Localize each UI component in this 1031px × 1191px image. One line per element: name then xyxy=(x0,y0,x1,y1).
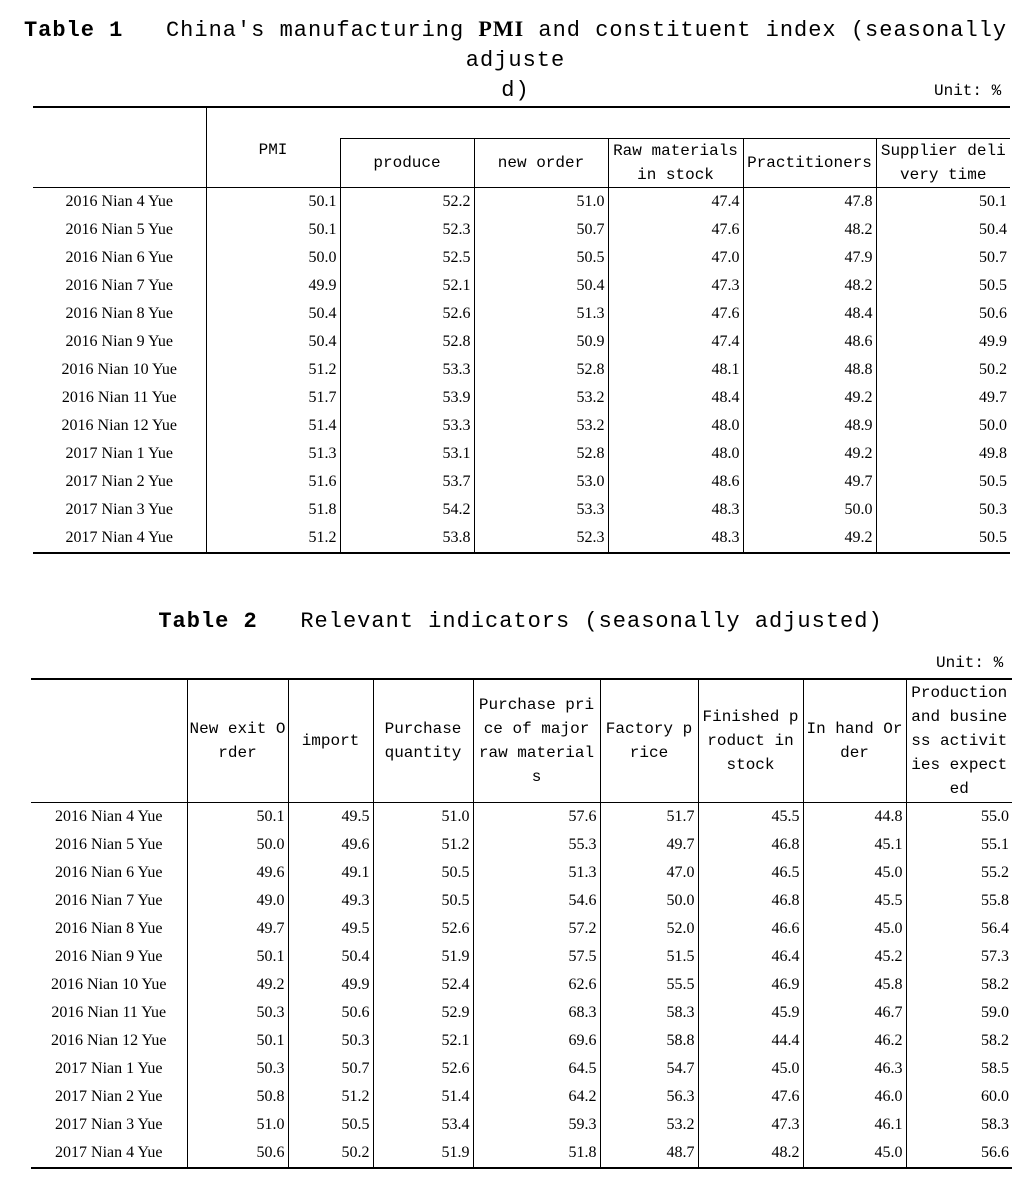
table-cell: 50.1 xyxy=(187,943,288,971)
table-cell: 68.3 xyxy=(473,999,600,1027)
table-cell: 49.7 xyxy=(187,915,288,943)
table-cell: 51.4 xyxy=(206,412,340,440)
table-cell: 46.1 xyxy=(803,1111,906,1139)
table-cell: 48.7 xyxy=(600,1139,698,1168)
table-cell: 48.3 xyxy=(608,524,743,553)
row-label: 2016 Nian 8 Yue xyxy=(55,920,163,937)
table-cell: 50.2 xyxy=(288,1139,373,1168)
table1-title-line2: d) xyxy=(501,78,530,103)
table1-header-produce: produce xyxy=(340,139,474,188)
row-label: 2016 Nian 4 Yue xyxy=(55,808,163,825)
table-row xyxy=(33,272,1010,300)
table2-header-factory-price: Factory price xyxy=(600,679,698,803)
table-cell: 48.2 xyxy=(698,1139,803,1168)
table-cell: 50.5 xyxy=(373,887,473,915)
table-cell: 54.6 xyxy=(473,887,600,915)
table-cell: 49.7 xyxy=(600,831,698,859)
row-label: 2017 Nian 4 Yue xyxy=(65,529,173,546)
table-cell: 51.8 xyxy=(206,496,340,524)
table-cell: 50.4 xyxy=(288,943,373,971)
table-cell: 45.8 xyxy=(803,971,906,999)
table-row xyxy=(31,999,1012,1027)
table-cell: 49.7 xyxy=(743,468,876,496)
row-label: 2016 Nian 11 Yue xyxy=(51,1004,167,1021)
table-cell: 47.6 xyxy=(698,1083,803,1111)
table-cell: 50.5 xyxy=(288,1111,373,1139)
table2-corner xyxy=(31,679,187,803)
table-cell: 48.1 xyxy=(608,356,743,384)
table2-title xyxy=(0,607,1031,637)
row-label: 2016 Nian 12 Yue xyxy=(61,417,177,434)
table-cell: 45.0 xyxy=(698,1055,803,1083)
table-cell: 46.8 xyxy=(698,887,803,915)
table-cell: 54.7 xyxy=(600,1055,698,1083)
table-cell: 52.3 xyxy=(474,524,608,553)
table-cell: 58.5 xyxy=(906,1055,1012,1083)
table-cell: 53.3 xyxy=(340,356,474,384)
table-cell: 51.5 xyxy=(600,943,698,971)
table-cell: 47.8 xyxy=(743,188,876,217)
table-cell: 52.6 xyxy=(373,1055,473,1083)
table-cell: 49.0 xyxy=(187,887,288,915)
table-cell: 51.7 xyxy=(600,803,698,832)
table-row xyxy=(33,440,1010,468)
row-label: 2016 Nian 4 Yue xyxy=(65,193,173,210)
table-row xyxy=(33,468,1010,496)
table1-header-new-order: new order xyxy=(474,139,608,188)
table-cell: 48.6 xyxy=(743,328,876,356)
table-cell: 51.2 xyxy=(288,1083,373,1111)
table-cell: 50.0 xyxy=(600,887,698,915)
table1-header-supplier-delivery: Supplier deli very time xyxy=(876,139,1010,188)
table-row xyxy=(31,915,1012,943)
table-cell: 49.5 xyxy=(288,803,373,832)
table-cell: 46.5 xyxy=(698,859,803,887)
table-row xyxy=(33,384,1010,412)
table-cell: 60.0 xyxy=(906,1083,1012,1111)
table-cell: 50.5 xyxy=(876,524,1010,553)
table-cell: 47.6 xyxy=(608,216,743,244)
table-cell: 50.0 xyxy=(743,496,876,524)
table-cell: 49.2 xyxy=(187,971,288,999)
table-cell: 57.2 xyxy=(473,915,600,943)
table2-header-import: import xyxy=(288,679,373,803)
table-cell: 50.4 xyxy=(474,272,608,300)
table2-header-purchase-price: Purchase price of major raw materials xyxy=(473,679,600,803)
row-label: 2016 Nian 10 Yue xyxy=(61,361,177,378)
table-cell: 46.9 xyxy=(698,971,803,999)
row-label: 2016 Nian 9 Yue xyxy=(65,333,173,350)
table-cell: 50.6 xyxy=(876,300,1010,328)
table-cell: 46.4 xyxy=(698,943,803,971)
table-cell: 51.2 xyxy=(373,831,473,859)
table-cell: 53.8 xyxy=(340,524,474,553)
table-cell: 46.6 xyxy=(698,915,803,943)
table-cell: 53.1 xyxy=(340,440,474,468)
table-row xyxy=(31,1111,1012,1139)
row-label: 2016 Nian 10 Yue xyxy=(51,976,167,993)
table1-header-pmi-label: PMI xyxy=(258,141,288,159)
table-cell: 47.0 xyxy=(600,859,698,887)
table-cell: 50.3 xyxy=(288,1027,373,1055)
table-cell: 48.2 xyxy=(743,272,876,300)
table-cell: 57.3 xyxy=(906,943,1012,971)
table-cell: 51.9 xyxy=(373,943,473,971)
table-cell: 55.2 xyxy=(906,859,1012,887)
table-cell: 44.8 xyxy=(803,803,906,832)
table-cell: 58.2 xyxy=(906,971,1012,999)
table-cell: 58.8 xyxy=(600,1027,698,1055)
table-row xyxy=(33,300,1010,328)
row-label: 2016 Nian 6 Yue xyxy=(55,864,163,881)
table1-header-pmi xyxy=(206,107,340,188)
row-label: 2016 Nian 7 Yue xyxy=(65,277,173,294)
table-cell: 50.3 xyxy=(187,999,288,1027)
table-cell: 48.4 xyxy=(743,300,876,328)
table-cell: 50.0 xyxy=(206,244,340,272)
table-cell: 49.9 xyxy=(876,328,1010,356)
table-cell: 52.8 xyxy=(474,356,608,384)
table-cell: 47.3 xyxy=(608,272,743,300)
table-cell: 48.0 xyxy=(608,412,743,440)
table-cell: 52.6 xyxy=(340,300,474,328)
table-cell: 50.6 xyxy=(288,999,373,1027)
table1-header-raw-materials: Raw materials in stock xyxy=(608,139,743,188)
row-label: 2017 Nian 4 Yue xyxy=(55,1144,163,1161)
table-cell: 45.1 xyxy=(803,831,906,859)
table-cell: 52.1 xyxy=(340,272,474,300)
table-cell: 50.9 xyxy=(474,328,608,356)
table-cell: 69.6 xyxy=(473,1027,600,1055)
table-cell: 47.9 xyxy=(743,244,876,272)
table-cell: 47.4 xyxy=(608,328,743,356)
table-cell: 47.4 xyxy=(608,188,743,217)
table1 xyxy=(33,106,1010,554)
row-label: 2016 Nian 12 Yue xyxy=(51,1032,167,1049)
table-cell: 64.5 xyxy=(473,1055,600,1083)
table-cell: 48.3 xyxy=(608,496,743,524)
table-cell: 50.8 xyxy=(187,1083,288,1111)
table1-title xyxy=(0,14,1031,106)
table-cell: 53.3 xyxy=(340,412,474,440)
table2-header-purchase-quantity: Purchase quantity xyxy=(373,679,473,803)
table-row xyxy=(31,1139,1012,1168)
table-cell: 51.0 xyxy=(474,188,608,217)
table-cell: 50.0 xyxy=(876,412,1010,440)
table-cell: 48.4 xyxy=(608,384,743,412)
table-cell: 45.0 xyxy=(803,915,906,943)
table-cell: 58.3 xyxy=(906,1111,1012,1139)
table1-title-prefix: Table 1 xyxy=(23,18,124,43)
table-row xyxy=(31,831,1012,859)
row-label: 2016 Nian 6 Yue xyxy=(65,249,173,266)
table-cell: 55.1 xyxy=(906,831,1012,859)
table-cell: 50.1 xyxy=(206,188,340,217)
table-cell: 48.6 xyxy=(608,468,743,496)
table-cell: 49.8 xyxy=(876,440,1010,468)
table-row xyxy=(33,524,1010,553)
table-cell: 56.4 xyxy=(906,915,1012,943)
table1-title-rest: and constituent index (seasonally adjuste xyxy=(465,18,1008,73)
table-cell: 52.1 xyxy=(373,1027,473,1055)
table-cell: 50.5 xyxy=(876,272,1010,300)
row-label: 2017 Nian 2 Yue xyxy=(55,1088,163,1105)
table-cell: 51.9 xyxy=(373,1139,473,1168)
table-cell: 53.9 xyxy=(340,384,474,412)
table-cell: 55.0 xyxy=(906,803,1012,832)
table-cell: 53.2 xyxy=(474,384,608,412)
table-cell: 62.6 xyxy=(473,971,600,999)
row-label: 2016 Nian 11 Yue xyxy=(61,389,177,406)
table-cell: 46.3 xyxy=(803,1055,906,1083)
table-cell: 50.7 xyxy=(876,244,1010,272)
table-cell: 50.1 xyxy=(187,1027,288,1055)
table-cell: 50.1 xyxy=(206,216,340,244)
table-cell: 49.9 xyxy=(288,971,373,999)
table-cell: 47.6 xyxy=(608,300,743,328)
table-cell: 45.2 xyxy=(803,943,906,971)
table-row xyxy=(33,496,1010,524)
table-cell: 46.0 xyxy=(803,1083,906,1111)
table-row xyxy=(33,244,1010,272)
table-cell: 50.4 xyxy=(206,328,340,356)
table1-unit: Unit: % xyxy=(934,82,1002,100)
table-cell: 49.6 xyxy=(288,831,373,859)
table-cell: 50.1 xyxy=(187,803,288,832)
table-cell: 59.3 xyxy=(473,1111,600,1139)
table2-body xyxy=(31,803,1012,1169)
row-label: 2017 Nian 3 Yue xyxy=(55,1116,163,1133)
table-row xyxy=(31,1027,1012,1055)
table-cell: 50.4 xyxy=(206,300,340,328)
table-cell: 49.2 xyxy=(743,384,876,412)
table-cell: 48.8 xyxy=(743,356,876,384)
table-row xyxy=(33,356,1010,384)
table-cell: 53.7 xyxy=(340,468,474,496)
table-cell: 55.3 xyxy=(473,831,600,859)
table-cell: 52.8 xyxy=(340,328,474,356)
table-cell: 53.2 xyxy=(600,1111,698,1139)
table-cell: 51.7 xyxy=(206,384,340,412)
table2-title-rest: Relevant indicators (seasonally adjusted) xyxy=(300,609,883,634)
table-cell: 44.4 xyxy=(698,1027,803,1055)
table-row xyxy=(31,1083,1012,1111)
table-cell: 48.9 xyxy=(743,412,876,440)
table-cell: 50.5 xyxy=(474,244,608,272)
table-cell: 58.2 xyxy=(906,1027,1012,1055)
row-label: 2016 Nian 5 Yue xyxy=(65,221,173,238)
table-cell: 49.3 xyxy=(288,887,373,915)
row-label: 2017 Nian 1 Yue xyxy=(65,445,173,462)
table-cell: 51.3 xyxy=(473,859,600,887)
table-cell: 49.9 xyxy=(206,272,340,300)
table-cell: 51.3 xyxy=(206,440,340,468)
row-label: 2016 Nian 8 Yue xyxy=(65,305,173,322)
table-cell: 50.6 xyxy=(187,1139,288,1168)
table-row xyxy=(31,887,1012,915)
table-row xyxy=(33,412,1010,440)
table-cell: 52.0 xyxy=(600,915,698,943)
table2-header-new-exit-order: New exit Order xyxy=(187,679,288,803)
table-cell: 52.8 xyxy=(474,440,608,468)
table-cell: 58.3 xyxy=(600,999,698,1027)
table-row xyxy=(31,971,1012,999)
table-cell: 53.2 xyxy=(474,412,608,440)
table-row xyxy=(31,803,1012,832)
table-cell: 53.3 xyxy=(474,496,608,524)
table-cell: 50.5 xyxy=(876,468,1010,496)
table-cell: 52.5 xyxy=(340,244,474,272)
table-cell: 55.5 xyxy=(600,971,698,999)
table-cell: 55.8 xyxy=(906,887,1012,915)
table-cell: 50.7 xyxy=(288,1055,373,1083)
table-cell: 53.0 xyxy=(474,468,608,496)
table-cell: 50.3 xyxy=(187,1055,288,1083)
row-label: 2016 Nian 7 Yue xyxy=(55,892,163,909)
table-cell: 45.0 xyxy=(803,859,906,887)
table-cell: 46.7 xyxy=(803,999,906,1027)
table1-body xyxy=(33,188,1010,554)
table-row xyxy=(31,859,1012,887)
table-cell: 46.2 xyxy=(803,1027,906,1055)
table-cell: 51.3 xyxy=(474,300,608,328)
table-cell: 45.9 xyxy=(698,999,803,1027)
table-cell: 51.4 xyxy=(373,1083,473,1111)
table-cell: 48.2 xyxy=(743,216,876,244)
row-label: 2017 Nian 3 Yue xyxy=(65,501,173,518)
table-cell: 57.5 xyxy=(473,943,600,971)
table-cell: 52.2 xyxy=(340,188,474,217)
table-cell: 51.0 xyxy=(373,803,473,832)
table-row xyxy=(33,188,1010,217)
table1-header-practitioners: Practitioners xyxy=(743,139,876,188)
table2-header-business-expected: Production and business activities expected xyxy=(906,679,1012,803)
table-cell: 50.0 xyxy=(187,831,288,859)
table-cell: 52.9 xyxy=(373,999,473,1027)
table-row xyxy=(31,1055,1012,1083)
table-cell: 50.7 xyxy=(474,216,608,244)
table-cell: 51.8 xyxy=(473,1139,600,1168)
row-label: 2017 Nian 2 Yue xyxy=(65,473,173,490)
table-cell: 50.3 xyxy=(876,496,1010,524)
table-cell: 51.0 xyxy=(187,1111,288,1139)
table-cell: 52.6 xyxy=(373,915,473,943)
table1-corner xyxy=(33,107,206,188)
table-cell: 45.5 xyxy=(803,887,906,915)
row-label: 2017 Nian 1 Yue xyxy=(55,1060,163,1077)
table-cell: 50.4 xyxy=(876,216,1010,244)
table-cell: 49.2 xyxy=(743,440,876,468)
table-cell: 49.5 xyxy=(288,915,373,943)
table-cell: 57.6 xyxy=(473,803,600,832)
table-cell: 46.8 xyxy=(698,831,803,859)
table-cell: 49.7 xyxy=(876,384,1010,412)
table1-header-spacer xyxy=(340,107,1010,139)
table-cell: 56.6 xyxy=(906,1139,1012,1168)
table2 xyxy=(31,678,1012,1169)
table-cell: 51.2 xyxy=(206,356,340,384)
table-cell: 50.5 xyxy=(373,859,473,887)
table-cell: 54.2 xyxy=(340,496,474,524)
table-cell: 53.4 xyxy=(373,1111,473,1139)
table-cell: 52.3 xyxy=(340,216,474,244)
table-cell: 51.2 xyxy=(206,524,340,553)
table1-title-bold: PMI xyxy=(478,16,525,41)
table2-title-prefix: Table 2 xyxy=(158,609,258,634)
table-cell: 64.2 xyxy=(473,1083,600,1111)
table-cell: 47.0 xyxy=(608,244,743,272)
table-row xyxy=(33,216,1010,244)
table-cell: 50.1 xyxy=(876,188,1010,217)
table-row xyxy=(33,328,1010,356)
table-cell: 49.1 xyxy=(288,859,373,887)
table-cell: 59.0 xyxy=(906,999,1012,1027)
table2-header-in-hand-order: In hand Order xyxy=(803,679,906,803)
row-label: 2016 Nian 5 Yue xyxy=(55,836,163,853)
table-cell: 49.2 xyxy=(743,524,876,553)
table-cell: 45.0 xyxy=(803,1139,906,1168)
table-row xyxy=(31,943,1012,971)
table-cell: 51.6 xyxy=(206,468,340,496)
table-cell: 50.2 xyxy=(876,356,1010,384)
table1-title-mid: China's manufacturing xyxy=(165,18,465,43)
table2-header-finished-product: Finished product in stock xyxy=(698,679,803,803)
row-label: 2016 Nian 9 Yue xyxy=(55,948,163,965)
table-cell: 56.3 xyxy=(600,1083,698,1111)
table2-unit: Unit: % xyxy=(936,654,1004,672)
table-cell: 49.6 xyxy=(187,859,288,887)
table-cell: 48.0 xyxy=(608,440,743,468)
table-cell: 45.5 xyxy=(698,803,803,832)
table-cell: 47.3 xyxy=(698,1111,803,1139)
table-cell: 52.4 xyxy=(373,971,473,999)
